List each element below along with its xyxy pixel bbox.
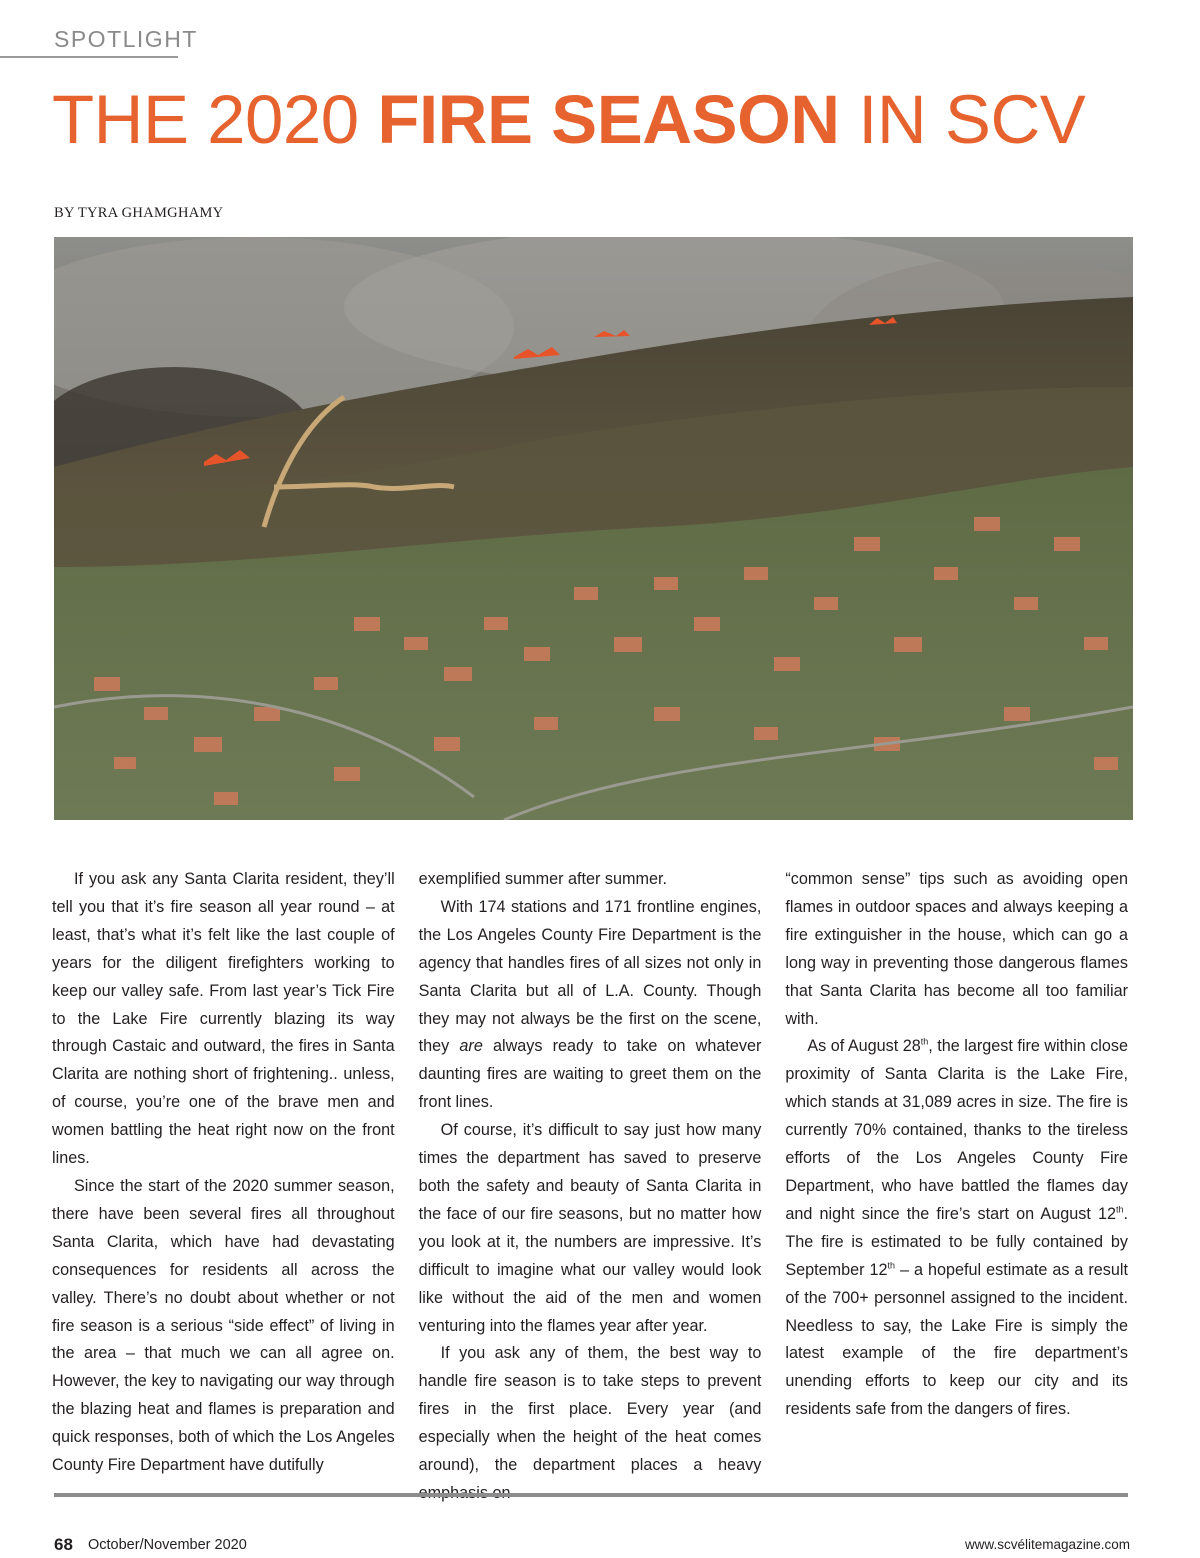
wildfire-aerial-photo — [54, 237, 1133, 820]
footer-rule — [54, 1493, 1128, 1497]
paragraph: “common sense” tips such as avoiding open flames in outdoor spaces and always keeping a fire extinguisher in the house, which can go a long way in preventing those dangerous flames that Santa Clarita has become all too familiar with. — [785, 870, 1129, 1028]
text-run: – a hopeful estimate as a result of the 700+ personnel assigned to the incident. Needless to say, the Lake Fire is simply the latest example of the fire department’s unending efforts to keep our city and its residents safe from the dangers of fires. — [785, 1260, 1129, 1419]
article-title — [52, 80, 1085, 159]
column-1 — [52, 866, 395, 1475]
paragraph: Since the start of the 2020 summer season, there have been several fires all throughout Santa Clarita, which have had devastating consequences for residents all across the valley. There’s no doubt about whether or not fire season is a serious “side effect” of living in the area – that much we can all agree on. However, the key to navigating our way through the blazing heat and flames is preparation and quick responses, both of which the Los Angeles County Fire Department have dutifully — [52, 1176, 395, 1475]
website-url: www.scvélitemagazine.com — [964, 1537, 1130, 1552]
paragraph — [419, 894, 762, 1117]
title-part1: THE 2020 — [52, 81, 359, 158]
emphasis: are — [459, 1037, 483, 1056]
page-number: 68 — [54, 1535, 73, 1554]
title-bold: FIRE SEASON — [377, 81, 840, 158]
superscript: th — [1116, 1204, 1124, 1215]
section-label: SPOTLIGHT — [54, 26, 198, 52]
title-part2: IN SCV — [858, 81, 1086, 158]
article-body — [52, 866, 1129, 1475]
issue-date: October/November 2020 — [88, 1537, 247, 1553]
paragraph: exemplified summer after summer. — [418, 870, 667, 888]
text-run: With 174 stations and 171 frontline engines, the Los Angeles County Fire Department is the agency that handles fires of all sizes not only in Santa Clarita but all of L.A. County. Though they may not always be the first on the scene, they — [418, 897, 762, 1056]
paragraph — [785, 1033, 1128, 1424]
text-run: always ready to take on whatever daunting fires are waiting to greet them on the front lines. — [418, 1037, 762, 1112]
byline: BY TYRA GHAMGHAMY — [54, 205, 224, 221]
superscript: th — [920, 1037, 929, 1048]
paragraph: Of course, it’s difficult to say just how many times the department has saved to preserve both the safety and beauty of Santa Clarita in the face of our fire seasons, but no matter how you look at it, the numbers are impressive. It’s difficult to imagine what our valley would look like without the aid of the men and women venturing into the flames year after year. — [418, 1121, 762, 1335]
photo-illustration — [54, 237, 1133, 820]
text-run: , the largest fire within close proximity of Santa Clarita is the Lake Fire, which stands at 31,089 acres in size. The fire is currently 70% contained, thanks to the tireless efforts of the Los Angeles County Fire Department, who have battled the flames day and night since the fire’s start on August 12 — [785, 1037, 1129, 1223]
section-rule — [0, 56, 178, 58]
paragraph: If you ask any Santa Clarita resident, they’ll tell you that it’s fire season all year round – at least, that’s what it’s felt like the last couple of years for the diligent firefighters working to keep our valley safe. From last year’s Tick Fire to the Lake Fire currently blazing its way through Castaic and outward, the fires in Santa Clarita are nothing short of frightening.. unless, of course, you’re one of the brave men and women battling the heat right now on the front lines. — [52, 870, 395, 1168]
superscript: th — [887, 1260, 896, 1271]
column-3 — [785, 866, 1128, 1456]
text-run: . The fire is estimated to be fully contained by September 12 — [785, 1204, 1129, 1279]
paragraph: If you ask any of them, the best way to handle fire season is to take steps to prevent fires in the first place. Every year (and especially when the height of the heat comes around), the department places a heavy — [418, 1344, 762, 1475]
text-run: As of August 28 — [807, 1037, 921, 1056]
column-2 — [418, 866, 762, 1475]
